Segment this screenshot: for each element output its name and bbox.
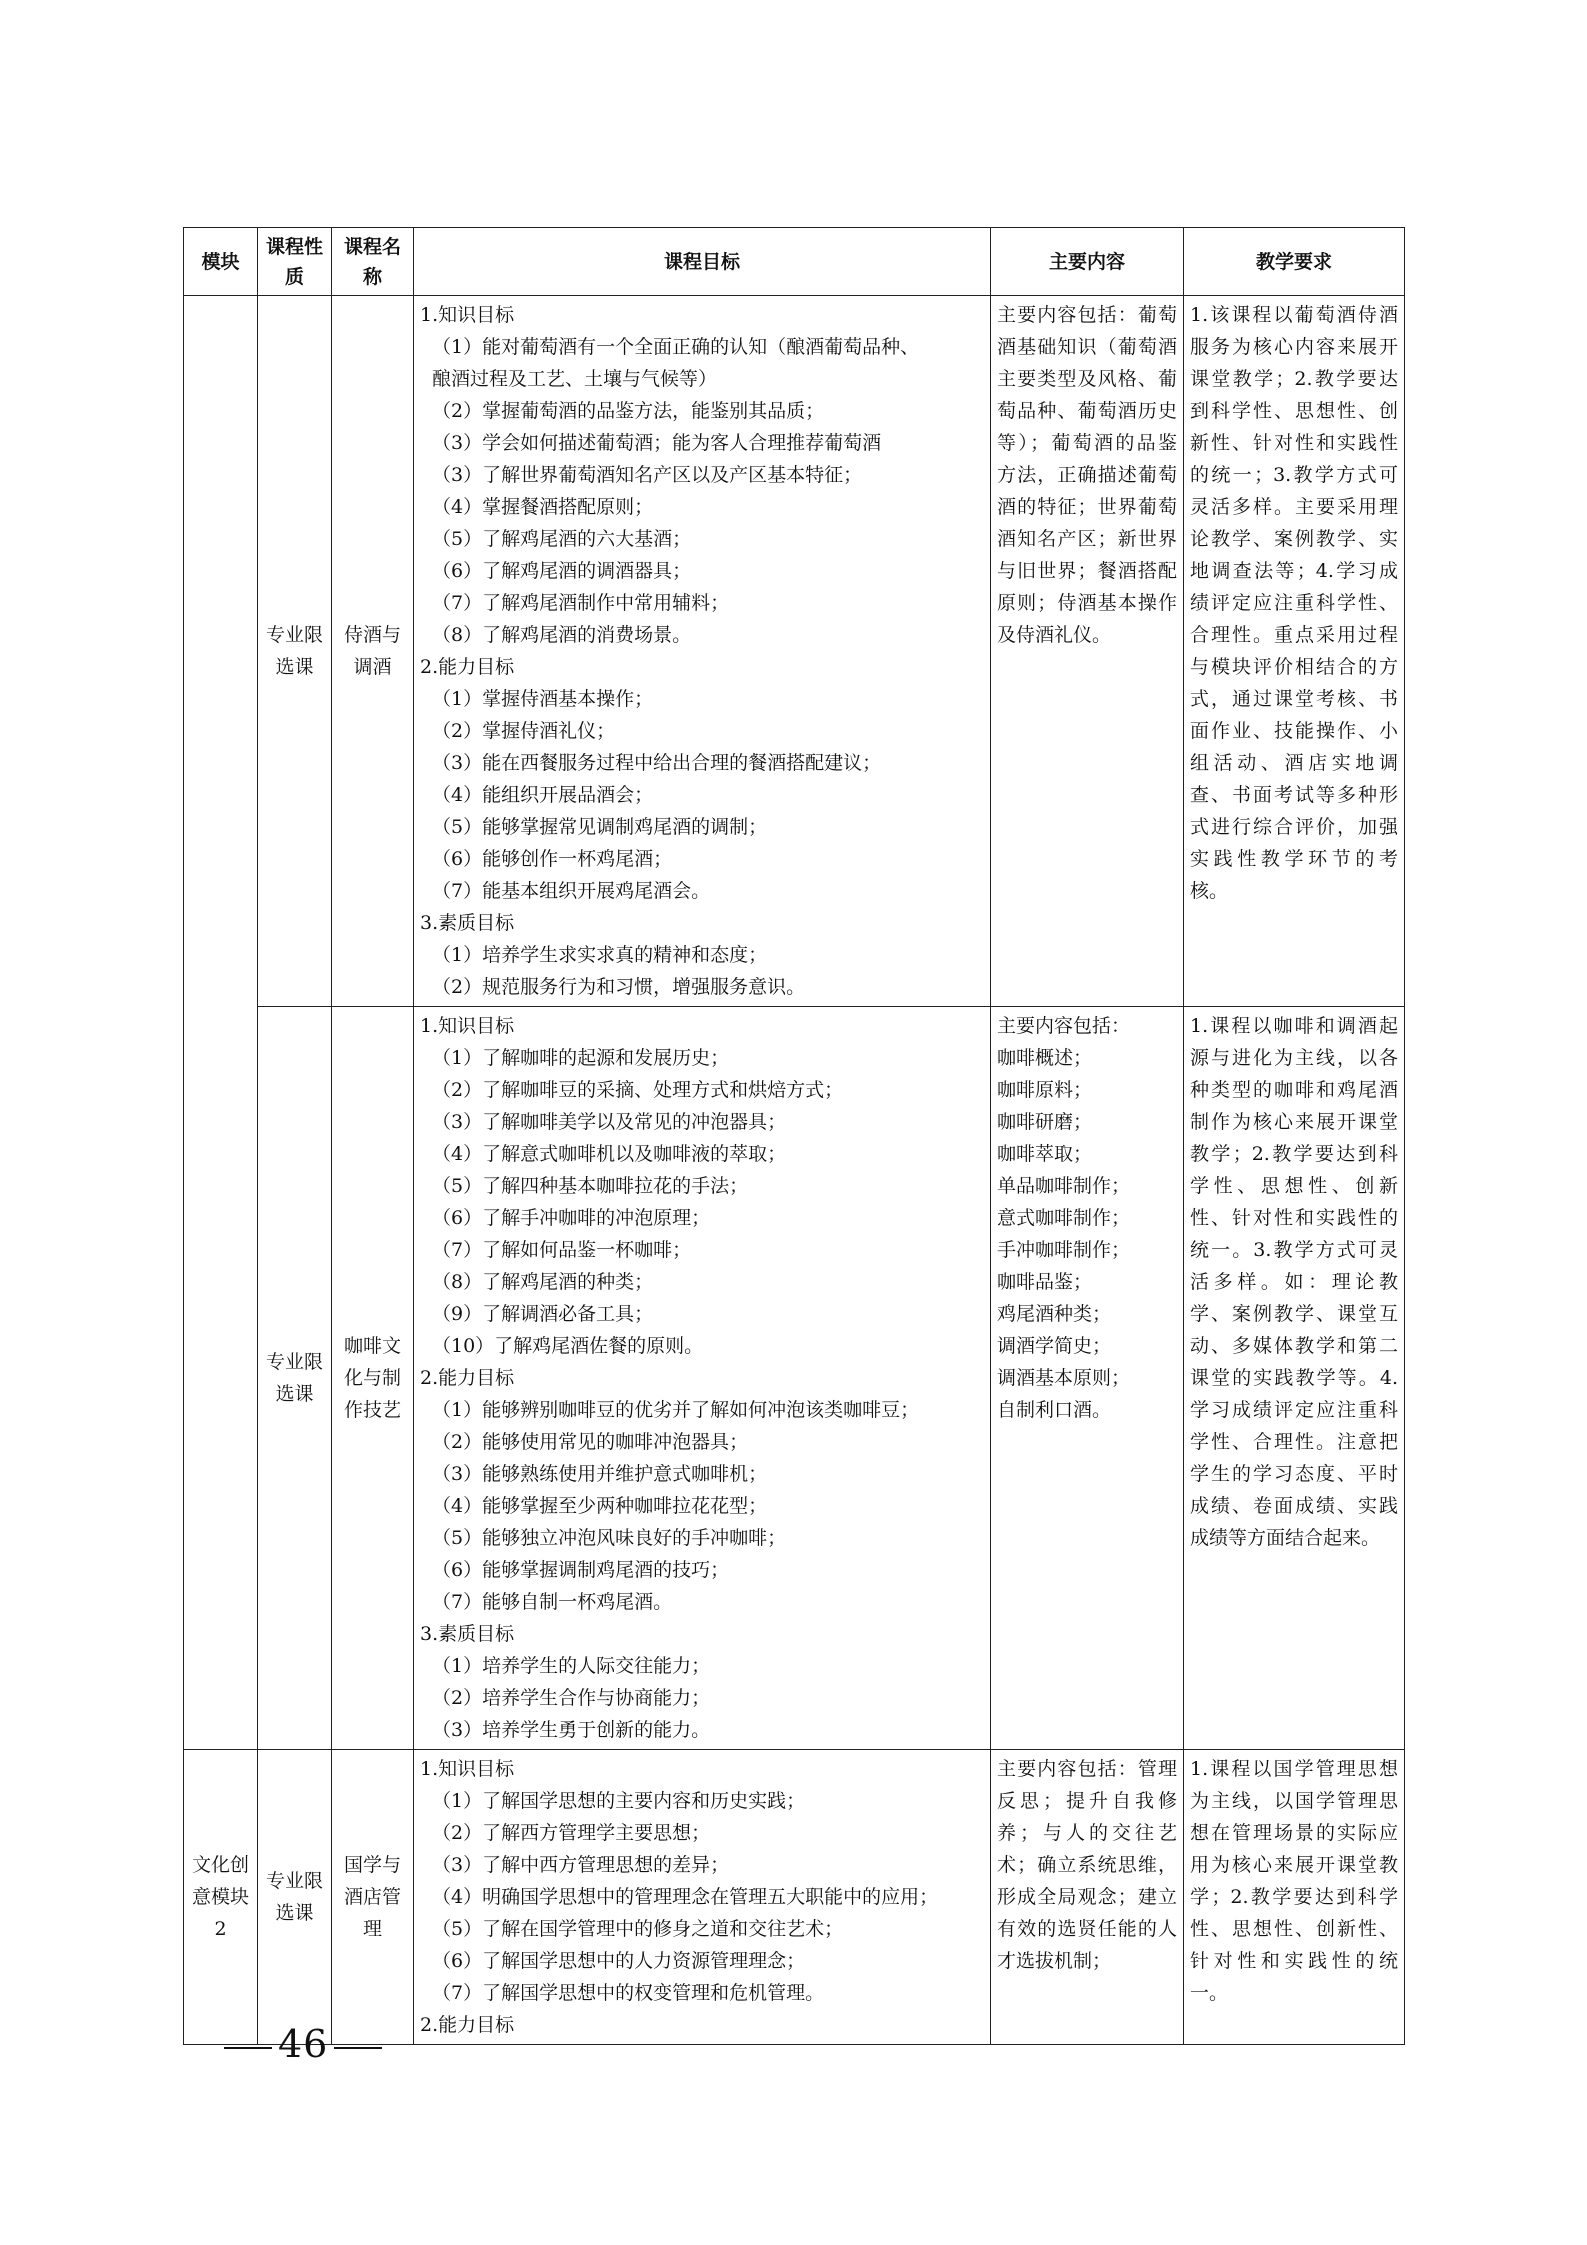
- header-requirements: 教学要求: [1184, 228, 1405, 296]
- goal-line: 2.能力目标: [420, 656, 515, 678]
- goal-line: （5）能够独立冲泡风味良好的手冲咖啡；: [432, 1527, 787, 1549]
- page-number-dash-right: [334, 2047, 382, 2049]
- goal-line: （3）培养学生勇于创新的能力。: [432, 1719, 711, 1741]
- table-row: [184, 1007, 1405, 1750]
- goal-line: （2）规范服务行为和习惯，增强服务意识。: [432, 976, 806, 998]
- course-name-cell: 国学与酒店管理: [332, 1750, 414, 2045]
- goal-line: （6）了解国学思想中的人力资源管理理念；: [432, 1950, 806, 1972]
- goal-line: 2.能力目标: [420, 1367, 515, 1389]
- goal-line: （1）了解国学思想的主要内容和历史实践；: [432, 1790, 806, 1812]
- goal-line: （5）了解四种基本咖啡拉花的手法；: [432, 1175, 749, 1197]
- content-line: 调酒基本原则；: [997, 1367, 1131, 1389]
- goal-line: （4）了解意式咖啡机以及咖啡液的萃取；: [432, 1143, 787, 1165]
- nature-cell: 专业限选课: [258, 1007, 332, 1750]
- header-content: 主要内容: [991, 228, 1184, 296]
- goal-line: 3.素质目标: [420, 1623, 515, 1645]
- goal-line: （3）能够熟练使用并维护意式咖啡机；: [432, 1463, 768, 1485]
- goal-line: （2）培养学生合作与协商能力；: [432, 1687, 711, 1709]
- content-line: 咖啡萃取；: [997, 1143, 1093, 1165]
- goal-line: （1）了解咖啡的起源和发展历史；: [432, 1047, 730, 1069]
- content-cell: 主要内容包括：葡萄酒基础知识（葡萄酒主要类型及风格、葡萄品种、葡萄酒历史等）；葡萄酒的品鉴方法，正确描述葡萄酒的特征；世界葡萄酒知名产区；新世界与旧世界；餐酒搭配原则；侍酒基本操作及侍酒礼仪。: [991, 296, 1184, 1007]
- goal-line: （4）能够掌握至少两种咖啡拉花花型；: [432, 1495, 768, 1517]
- goal-line: （6）能够创作一杯鸡尾酒；: [432, 848, 673, 870]
- course-table: [183, 227, 1405, 2045]
- content-line: 调酒学简史；: [997, 1335, 1112, 1357]
- goal-line: （9）了解调酒必备工具；: [432, 1303, 654, 1325]
- goal-line: 2.能力目标: [420, 2014, 515, 2036]
- goal-line: （2）掌握侍酒礼仪；: [432, 720, 616, 742]
- content-line: 自制利口酒。: [997, 1399, 1112, 1421]
- goal-line: （4）明确国学思想中的管理理念在管理五大职能中的应用；: [432, 1886, 939, 1908]
- content-line: 鸡尾酒种类；: [997, 1303, 1112, 1325]
- content-cell: 主要内容包括：管理反思；提升自我修养；与人的交往艺术；确立系统思维，形成全局观念；建立有效的选贤任能的人才选拔机制；: [991, 1750, 1184, 2045]
- goal-line: （1）培养学生求实求真的精神和态度；: [432, 944, 768, 966]
- goal-line: （2）了解西方管理学主要思想；: [432, 1822, 711, 1844]
- goal-line: （2）掌握葡萄酒的品鉴方法，能鉴别其品质；: [432, 400, 825, 422]
- goal-line: 1.知识目标: [420, 1015, 515, 1037]
- goal-line: （6）能够掌握调制鸡尾酒的技巧；: [432, 1559, 730, 1581]
- goal-line: 1.知识目标: [420, 304, 515, 326]
- goal-line: （10）了解鸡尾酒佐餐的原则。: [432, 1335, 704, 1357]
- goal-line: （4）掌握餐酒搭配原则；: [432, 496, 654, 518]
- table-row: [184, 296, 1405, 1007]
- goal-line: 3.素质目标: [420, 912, 515, 934]
- nature-cell: 专业限选课: [258, 1750, 332, 2045]
- goal-line: （2）能够使用常见的咖啡冲泡器具；: [432, 1431, 749, 1453]
- goal-line: （3）了解咖啡美学以及常见的冲泡器具；: [432, 1111, 787, 1133]
- goal-line: （7）能基本组织开展鸡尾酒会。: [432, 880, 711, 902]
- goal-line: （7）了解鸡尾酒制作中常用辅料；: [432, 592, 730, 614]
- requirements-cell: 1.课程以国学管理思想为主线，以国学管理思想在管理场景的实际应用为核心来展开课堂教学；2.教学要达到科学性、思想性、创新性、针对性和实践性的统一。: [1184, 1750, 1405, 2045]
- goal-line: （8）了解鸡尾酒的种类；: [432, 1271, 654, 1293]
- goals-cell: [414, 1750, 991, 2045]
- goal-line: （4）能组织开展品酒会；: [432, 784, 654, 806]
- page-number: [218, 2022, 388, 2066]
- content-line: 主要内容包括：: [997, 1015, 1131, 1037]
- content-line: 咖啡概述；: [997, 1047, 1093, 1069]
- goal-line: （7）能够自制一杯鸡尾酒。: [432, 1591, 673, 1613]
- goal-line: （5）了解鸡尾酒的六大基酒；: [432, 528, 692, 550]
- content-line: 咖啡研磨；: [997, 1111, 1093, 1133]
- goal-line: （3）学会如何描述葡萄酒；能为客人合理推荐葡萄酒: [432, 432, 882, 454]
- goal-line: （2）了解咖啡豆的采摘、处理方式和烘焙方式；: [432, 1079, 844, 1101]
- header-nature: 课程性质: [258, 228, 332, 296]
- header-goals: 课程目标: [414, 228, 991, 296]
- nature-cell: 专业限选课: [258, 296, 332, 1007]
- module-cell: [184, 296, 258, 1750]
- content-line: 手冲咖啡制作；: [997, 1239, 1131, 1261]
- goal-line: （8）了解鸡尾酒的消费场景。: [432, 624, 692, 646]
- goals-cell: [414, 1007, 991, 1750]
- goal-line: （3）能在西餐服务过程中给出合理的餐酒搭配建议；: [432, 752, 882, 774]
- goal-line: （3）了解世界葡萄酒知名产区以及产区基本特征；: [432, 464, 863, 486]
- table-row: [184, 1750, 1405, 2045]
- content-line: 咖啡原料；: [997, 1079, 1093, 1101]
- goal-line: （1）掌握侍酒基本操作；: [432, 688, 654, 710]
- content-line: 意式咖啡制作；: [997, 1207, 1131, 1229]
- content-line: 单品咖啡制作；: [997, 1175, 1131, 1197]
- header-name: 课程名称: [332, 228, 414, 296]
- goal-line: （1）培养学生的人际交往能力；: [432, 1655, 711, 1677]
- goal-line: （3）了解中西方管理思想的差异；: [432, 1854, 730, 1876]
- content-cell: [991, 1007, 1184, 1750]
- goal-line: （6）了解鸡尾酒的调酒器具；: [432, 560, 692, 582]
- goals-cell: [414, 296, 991, 1007]
- goal-line: （5）了解在国学管理中的修身之道和交往艺术；: [432, 1918, 844, 1940]
- goal-line: （5）能够掌握常见调制鸡尾酒的调制；: [432, 816, 768, 838]
- goal-line: 酿酒过程及工艺、土壤与气候等）: [432, 368, 718, 390]
- page-number-value: 46: [278, 2022, 329, 2066]
- module-cell: 文化创意模块2: [184, 1750, 258, 2045]
- course-name-cell: 咖啡文化与制作技艺: [332, 1007, 414, 1750]
- goal-line: 1.知识目标: [420, 1758, 515, 1780]
- header-row: [184, 228, 1405, 296]
- goal-line: （1）能对葡萄酒有一个全面正确的认知（酿酒葡萄品种、: [432, 336, 920, 358]
- goal-line: （7）了解国学思想中的权变管理和危机管理。: [432, 1982, 825, 2004]
- goal-line: （6）了解手冲咖啡的冲泡原理；: [432, 1207, 711, 1229]
- header-module: 模块: [184, 228, 258, 296]
- page-number-dash-left: [224, 2047, 272, 2049]
- goal-line: （7）了解如何品鉴一杯咖啡；: [432, 1239, 692, 1261]
- requirements-cell: 1.该课程以葡萄酒侍酒服务为核心内容来展开课堂教学；2.教学要达到科学性、思想性、创新性、针对性和实践性的统一；3.教学方式可灵活多样。主要采用理论教学、案例教学、实地调查法等；4.学习成绩评定应注重科学性、合理性。重点采用过程与模块评价相结合的方式，通过课堂考核、书面作业、技能操作、小组活动、酒店实地调查、书面考试等多种形式进行综合评价，加强实践性教学环节的考核。: [1184, 296, 1405, 1007]
- requirements-cell: 1.课程以咖啡和调酒起源与进化为主线，以各种类型的咖啡和鸡尾酒制作为核心来展开课堂教学；2.教学要达到科学性、思想性、创新性、针对性和实践性的统一。3.教学方式可灵活多样。如：理论教学、案例教学、课堂互动、多媒体教学和第二课堂的实践教学等。4.学习成绩评定应注重科学性、合理性。注意把学生的学习态度、平时成绩、卷面成绩、实践成绩等方面结合起来。: [1184, 1007, 1405, 1750]
- goal-line: （1）能够辨别咖啡豆的优劣并了解如何冲泡该类咖啡豆；: [432, 1399, 920, 1421]
- course-name-cell: 侍酒与调酒: [332, 296, 414, 1007]
- content-line: 咖啡品鉴；: [997, 1271, 1093, 1293]
